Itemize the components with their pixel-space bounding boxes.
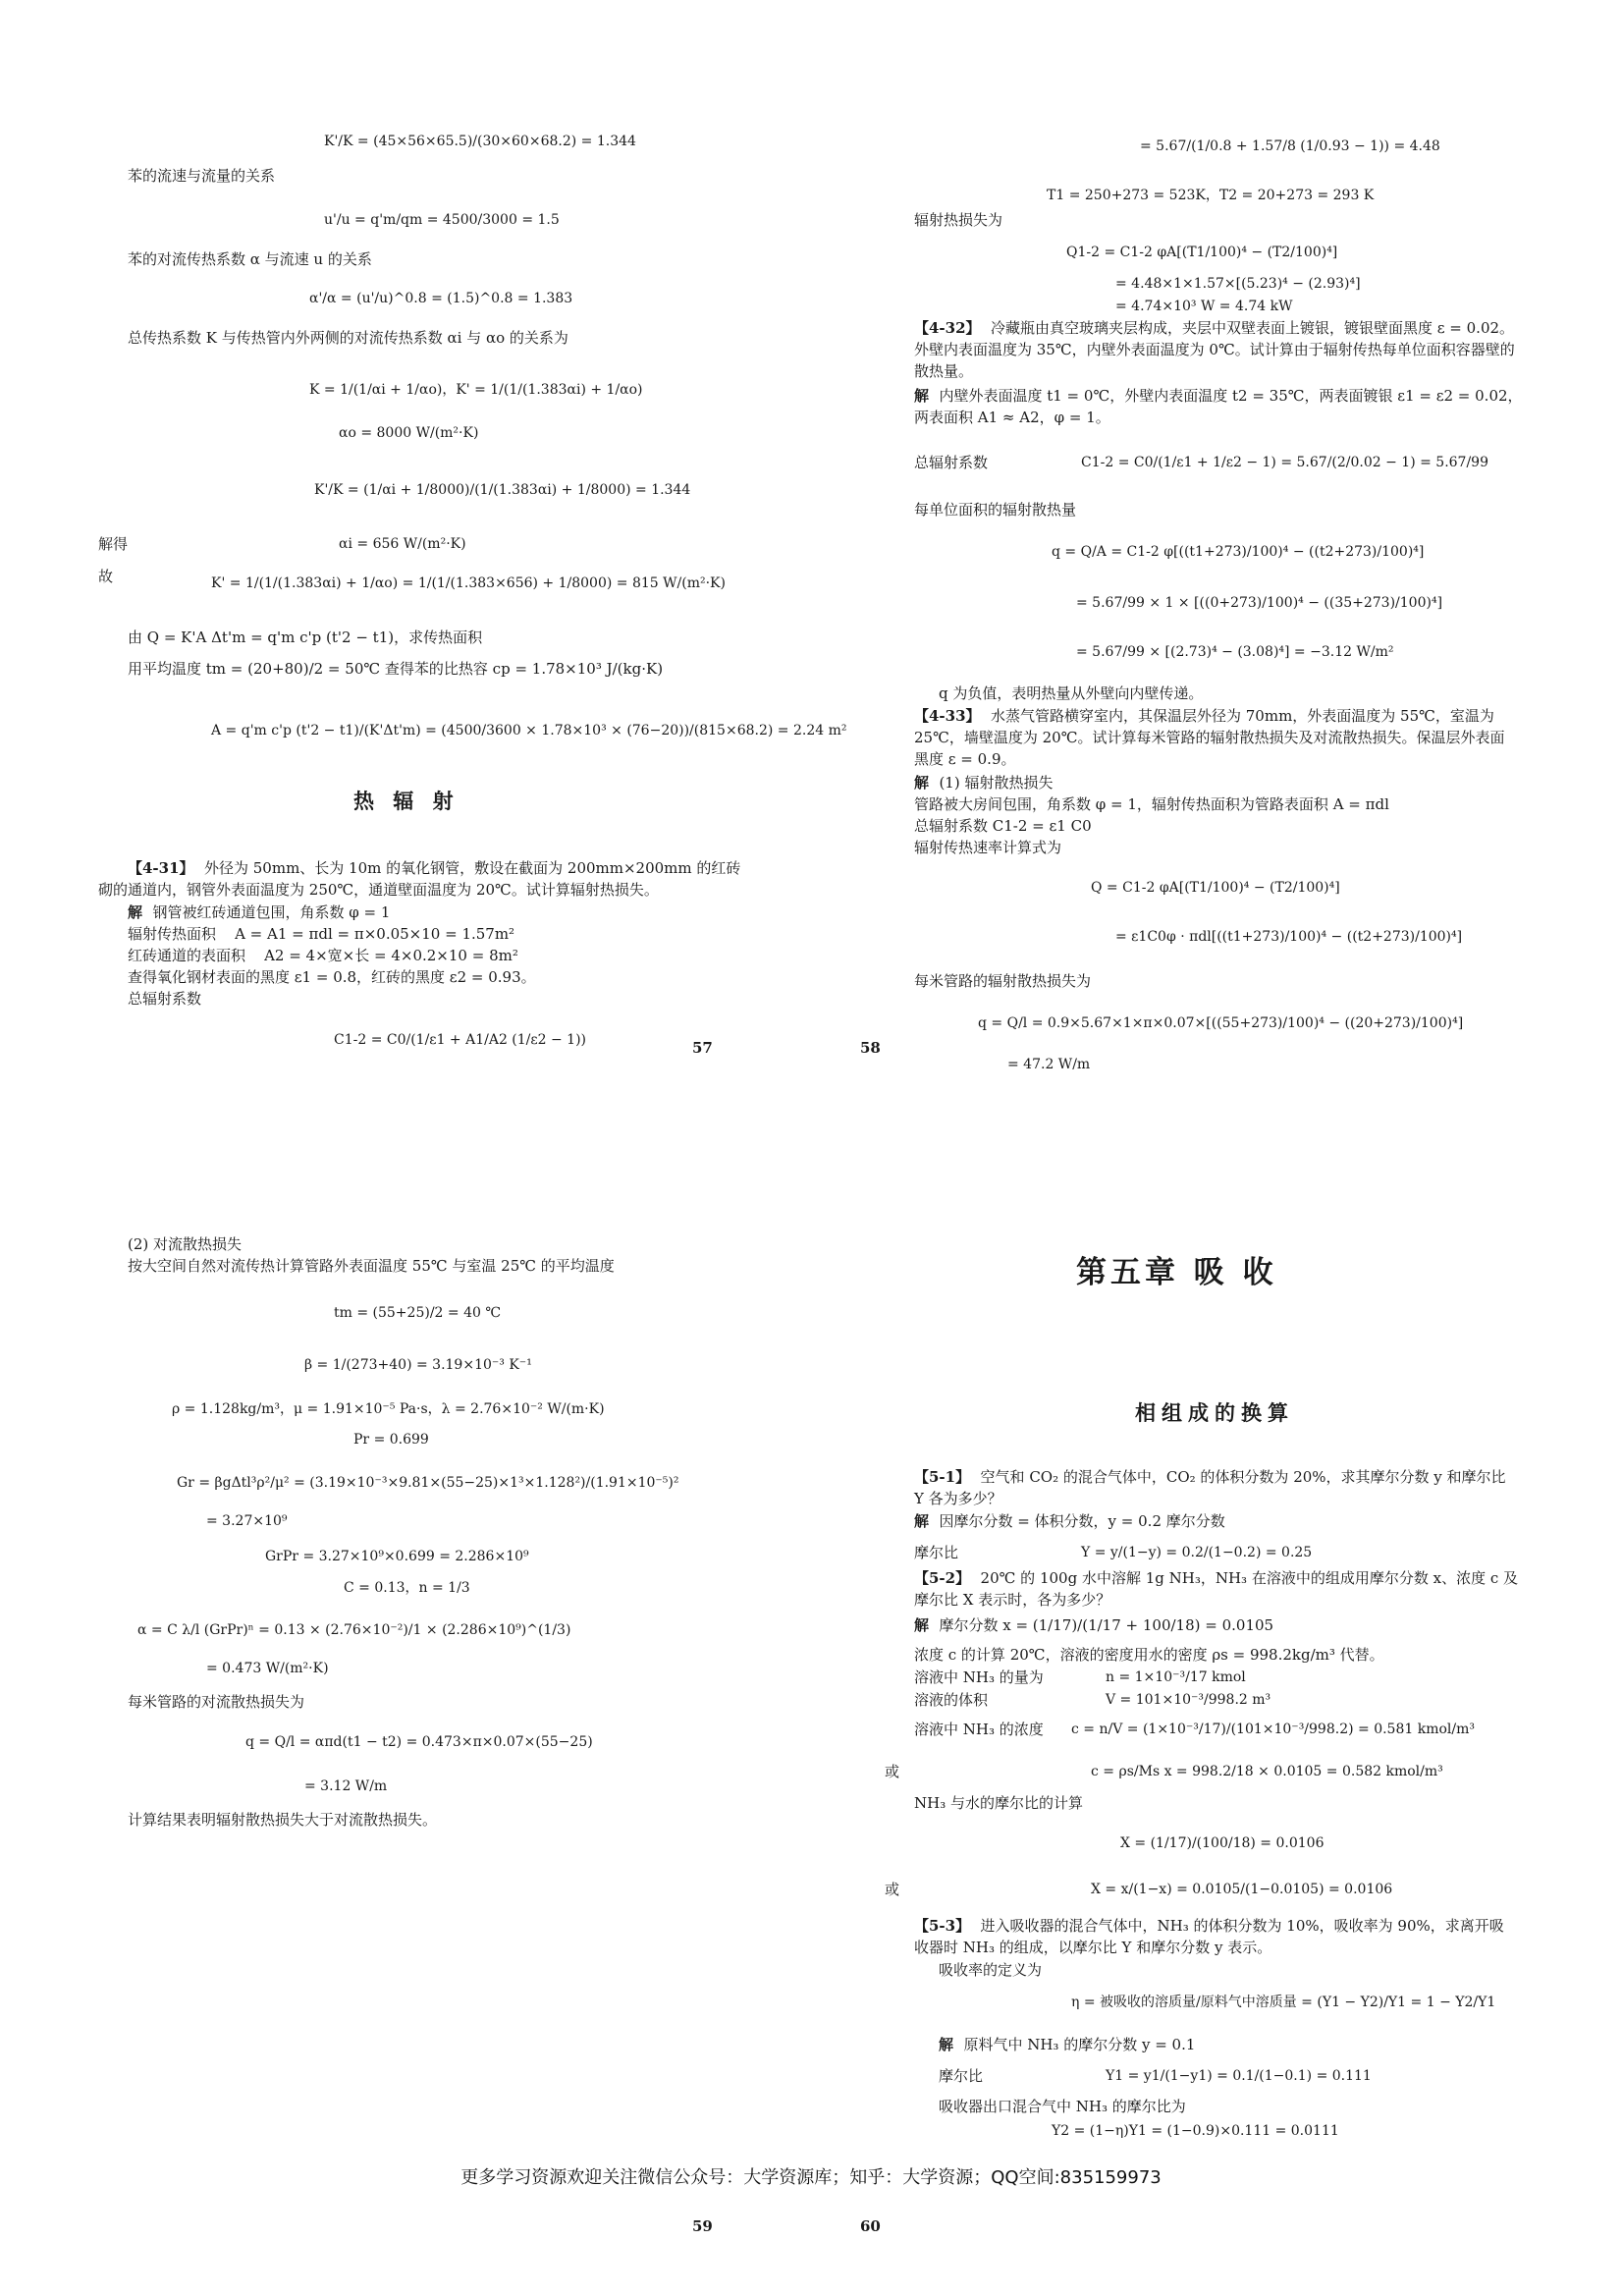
text-line: NH₃ 与水的摩尔比的计算 [914,1794,1083,1812]
problem-text [914,1569,1518,1587]
equation: = 4.48×1×1.57×[(5.23)⁴ − (2.93)⁴] [1115,276,1361,292]
problem-body: (1) 辐射散热损失 [939,774,1054,792]
text-line: (2) 对流散热损失 [128,1235,243,1253]
equation: αo = 8000 W/(m²·K) [339,425,479,441]
problem-body: 20℃ 的 100g 水中溶解 1g NH₃，NH₃ 在溶液中的组成用摩尔分数 x、浓度 c 及 [980,1569,1519,1587]
text-line: 溶液的体积 [914,1691,989,1709]
equation: = 0.473 W/(m²·K) [206,1661,329,1676]
footer-note: 更多学习资源欢迎关注微信公众号：大学资源库；知乎：大学资源；QQ空间:835159973 [460,2167,1162,2188]
problem-body: 进入吸收器的混合气体中，NH₃ 的体积分数为 10%，吸收率为 90%，求离开吸 [980,1917,1504,1935]
problem-body: 空气和 CO₂ 的混合气体中，CO₂ 的体积分数为 20%，求其摩尔分数 y 和摩尔比 [980,1468,1506,1486]
problem-tag: 【4-33】 [914,707,991,725]
equation: = 5.67/99 × [(2.73)⁴ − (3.08)⁴] = −3.12 W/m² [1076,644,1394,660]
equation: K' = 1/(1/(1.383αi) + 1/αo) = 1/(1/(1.383×656) + 1/8000) = 815 W/(m²·K) [211,575,726,591]
text-line: 摩尔比 [939,2067,984,2085]
text-line: 辐射传热速率计算式为 [914,839,1062,856]
equation: n = 1×10⁻³/17 kmol [1106,1669,1246,1685]
text-line: 每米管路的对流散热损失为 [128,1693,305,1711]
problem-body: 水蒸气管路横穿室内，其保温层外径为 70mm，外表面温度为 55℃，室温为 [990,707,1494,725]
problem-text [128,859,740,877]
problem-body: 原料气中 NH₃ 的摩尔分数 y = 0.1 [963,2036,1196,2053]
problem-body: 因摩尔分数 = 体积分数，y = 0.2 摩尔分数 [939,1512,1225,1530]
equation: X = x/(1−x) = 0.0105/(1−0.0105) = 0.0106 [1091,1882,1393,1897]
text-line: 管路被大房间包围，角系数 φ = 1，辐射传热面积为管路表面积 A = πdl [914,795,1389,813]
equation: = 5.67/99 × 1 × [((0+273)/100)⁴ − ((35+273)/100)⁴] [1076,595,1443,611]
equation: tm = (55+25)/2 = 40 ℃ [334,1305,501,1321]
equation: K = 1/(1/αi + 1/αo)，K' = 1/(1/(1.383αi) + 1/αo) [309,382,643,398]
text-line: 由 Q = K'A Δt'm = q'm c'p (t'2 − t1)，求传热面积 [128,629,483,646]
section-title: 相组成的换算 [1135,1400,1294,1425]
equation: β = 1/(273+40) = 3.19×10⁻³ K⁻¹ [304,1357,532,1373]
page-number: 57 [692,1039,713,1057]
text-line: 总辐射系数 C1-2 = ε1 C0 [914,817,1092,835]
problem-body: 内壁外表面温度 t1 = 0℃，外壁内表面温度 t2 = 35℃，两表面镀银 ε1 = ε2 = 0.02， [939,387,1523,405]
equation: η = 被吸收的溶质量/原料气中溶质量 = (Y1 − Y2)/Y1 = 1 − Y2/Y1 [1071,1995,1496,2010]
problem-text [939,2036,1195,2053]
equation: Y = y/(1−y) = 0.2/(1−0.2) = 0.25 [1081,1545,1313,1560]
problem-body: 冷藏瓶由真空玻璃夹层构成，夹层中双壁表面上镀银，镀银壁面黑度 ε = 0.02。 [990,319,1515,337]
equation: X = (1/17)/(100/18) = 0.0106 [1120,1835,1325,1851]
equation: GrPr = 3.27×10⁹×0.699 = 2.286×10⁹ [265,1549,529,1564]
equation: C1-2 = C0/(1/ε1 + 1/ε2 − 1) = 5.67/(2/0.02 − 1) = 5.67/99 [1081,455,1488,470]
text-line: Y 各为多少？ [914,1490,1002,1507]
text-line: 总传热系数 K 与传热管内外两侧的对流传热系数 αi 与 αo 的关系为 [128,329,568,347]
text-line: 溶液中 NH₃ 的量为 [914,1668,1044,1686]
text-line: 黑度 ε = 0.9。 [914,750,1016,768]
text-line: 吸收率的定义为 [939,1961,1043,1979]
text-line: 辐射热损失为 [914,211,1003,229]
problem-tag: 解 [939,2036,964,2053]
problem-text [914,1917,1504,1935]
equation: q = Q/l = 0.9×5.67×1×π×0.07×[((55+273)/100)⁴ − ((20+273)/100)⁴] [978,1015,1464,1031]
problem-body: 钢管被红砖通道包围，角系数 φ = 1 [152,903,391,921]
equation: = 3.12 W/m [304,1778,388,1794]
text-line: 每单位面积的辐射散热量 [914,501,1077,519]
text-line: 或 [885,1763,900,1780]
text-line: 查得氧化钢材表面的黑度 ε1 = 0.8，红砖的黑度 ε2 = 0.93。 [128,968,536,986]
equation: = 5.67/(1/0.8 + 1.57/8 (1/0.93 − 1)) = 4.48 [1140,138,1440,154]
equation: c = n/V = (1×10⁻³/17)/(101×10⁻³/998.2) = 0.581 kmol/m³ [1071,1722,1475,1737]
chapter-title: 第五章 吸 收 [1076,1255,1277,1290]
text-line: 外壁内表面温度为 35℃，内壁外表面温度为 0℃。试计算由于辐射传热每单位面积容器壁的 [914,341,1515,358]
text-line: 溶液中 NH₃ 的浓度 [914,1721,1044,1738]
text-line: 用平均温度 tm = (20+80)/2 = 50℃ 查得苯的比热容 cp = 1.78×10³ J/(kg·K) [128,660,664,678]
text-line: 吸收器出口混合气中 NH₃ 的摩尔比为 [939,2098,1186,2115]
equation: = ε1C0φ · πdl[((t1+273)/100)⁴ − ((t2+273)/100)⁴] [1115,929,1463,945]
equation: u'/u = q'm/qm = 4500/3000 = 1.5 [324,212,560,228]
problem-tag: 解 [914,1616,940,1634]
equation: V = 101×10⁻³/998.2 m³ [1106,1692,1271,1708]
problem-tag: 解 [914,387,940,405]
equation: αi = 656 W/(m²·K) [339,536,466,552]
text-line: 故 [98,568,114,585]
equation: K'/K = (45×56×65.5)/(30×60×68.2) = 1.344 [324,134,636,149]
text-line: 收器时 NH₃ 的组成，以摩尔比 Y 和摩尔分数 y 表示。 [914,1939,1272,1956]
problem-text [914,1616,1273,1634]
equation: A = q'm c'p (t'2 − t1)/(K'Δt'm) = (4500/3600 × 1.78×10³ × (76−20))/(815×68.2) = 2.24 m² [211,723,847,738]
text-line: 计算结果表明辐射散热损失大于对流散热损失。 [128,1811,438,1829]
text-line: 辐射传热面积 A = A1 = πdl = π×0.05×10 = 1.57m² [128,925,515,943]
problem-text [914,774,1053,792]
text-line: 总辐射系数 [914,454,989,471]
equation: ρ = 1.128kg/m³，μ = 1.91×10⁻⁵ Pa·s，λ = 2.76×10⁻² W/(m·K) [172,1401,605,1417]
text-line: 摩尔比 X 表示时，各为多少？ [914,1591,1111,1609]
text-line: 两表面积 A1 ≈ A2，φ = 1。 [914,409,1110,426]
page-number: 59 [692,2217,713,2235]
problem-tag: 解 [128,903,153,921]
equation: q = Q/A = C1-2 φ[((t1+273)/100)⁴ − ((t2+273)/100)⁴] [1052,544,1425,560]
problem-text [914,707,1494,725]
text-line: 苯的流速与流量的关系 [128,167,276,185]
problem-tag: 解 [914,1512,940,1530]
page-59 [0,1147,776,2257]
equation: Y2 = (1−η)Y1 = (1−0.9)×0.111 = 0.0111 [1052,2123,1339,2139]
equation: α'/α = (u'/u)^0.8 = (1.5)^0.8 = 1.383 [309,291,573,306]
problem-tag: 【4-31】 [128,859,204,877]
text-line: 红砖通道的表面积 A2 = 4×宽×长 = 4×0.2×10 = 8m² [128,947,518,964]
text-line: 或 [885,1881,900,1898]
equation: Gr = βgΔtl³ρ²/μ² = (3.19×10⁻³×9.81×(55−25)×1³×1.128²)/(1.91×10⁻⁵)² [177,1475,679,1491]
equation: α = C λ/l (GrPr)ⁿ = 0.13 × (2.76×10⁻²)/1 × (2.286×10⁹)^(1/3) [137,1622,571,1638]
problem-text [914,319,1514,337]
problem-tag: 【5-3】 [914,1917,981,1935]
equation: = 47.2 W/m [1007,1057,1091,1072]
equation: = 4.74×10³ W = 4.74 kW [1115,299,1293,314]
problem-tag: 【4-32】 [914,319,991,337]
equation: = 3.27×10⁹ [206,1513,288,1529]
equation: Pr = 0.699 [353,1432,429,1448]
equation: Q1-2 = C1-2 φA[(T1/100)⁴ − (T2/100)⁴] [1066,245,1338,260]
equation: c = ρs/Ms x = 998.2/18 × 0.0105 = 0.582 kmol/m³ [1091,1764,1443,1779]
text-line: 25℃，墙壁温度为 20℃。试计算每米管路的辐射散热损失及对流散热损失。保温层外表面 [914,729,1505,746]
equation: Y1 = y1/(1−y1) = 0.1/(1−0.1) = 0.111 [1106,2068,1372,2084]
page-60 [811,1147,1587,2257]
problem-body: 外径为 50mm、长为 10m 的氧化钢管，敷设在截面为 200mm×200mm 的红砖 [203,859,741,877]
problem-tag: 【5-1】 [914,1468,981,1486]
equation: q = Q/l = απd(t1 − t2) = 0.473×π×0.07×(55−25) [245,1734,593,1750]
text-line: 摩尔比 [914,1544,959,1561]
text-line: 苯的对流传热系数 α 与流速 u 的关系 [128,250,372,268]
equation: C1-2 = C0/(1/ε1 + A1/A2 (1/ε2 − 1)) [334,1032,587,1048]
page-58 [811,0,1587,1110]
equation: K'/K = (1/αi + 1/8000)/(1/(1.383αi) + 1/8000) = 1.344 [314,482,691,498]
text-line: 按大空间自然对流传热计算管路外表面温度 55℃ 与室温 25℃ 的平均温度 [128,1257,615,1275]
text-line: 解得 [98,535,129,553]
problem-text [914,387,1523,405]
equation: C = 0.13，n = 1/3 [344,1580,470,1596]
problem-tag: 【5-2】 [914,1569,981,1587]
problem-tag: 解 [914,774,940,792]
text-line: 砌的通道内，钢管外表面温度为 250℃，通道壁面温度为 20℃。试计算辐射热损失。 [98,881,659,899]
equation: Q = C1-2 φA[(T1/100)⁴ − (T2/100)⁴] [1091,880,1340,896]
text-line: 每米管路的辐射散热损失为 [914,972,1092,990]
problem-body: 摩尔分数 x = (1/17)/(1/17 + 100/18) = 0.0105 [939,1616,1274,1634]
text-line: q 为负值，表明热量从外壁向内壁传递。 [939,684,1204,702]
problem-text [128,903,390,921]
problem-text [914,1512,1225,1530]
text-line: 总辐射系数 [128,990,202,1008]
section-title: 热 辐 射 [353,789,460,813]
page-57 [0,0,847,1110]
text-line: 浓度 c 的计算 20℃，溶液的密度用水的密度 ρs = 998.2kg/m³ 代替。 [914,1646,1384,1664]
page-number: 60 [860,2217,881,2235]
text-line: 散热量。 [914,362,974,380]
page-number: 58 [860,1039,881,1057]
problem-text [914,1468,1506,1486]
equation: T1 = 250+273 = 523K，T2 = 20+273 = 293 K [1047,188,1375,203]
